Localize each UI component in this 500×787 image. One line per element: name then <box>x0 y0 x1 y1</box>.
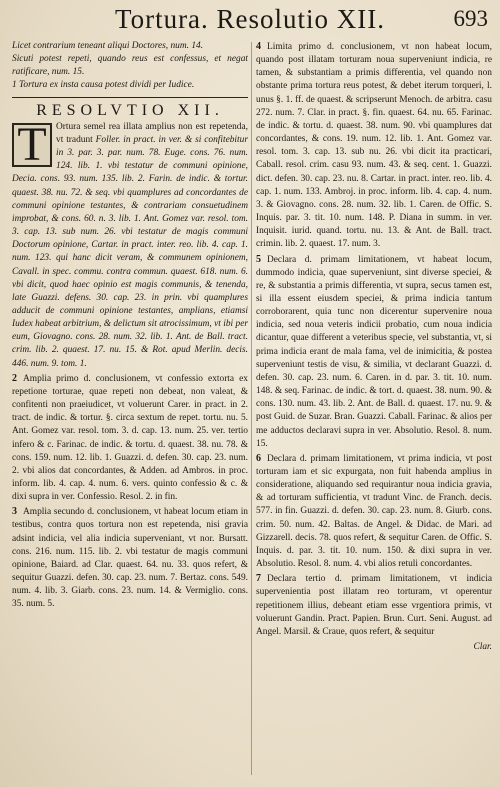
paragraph-number: 6 <box>256 452 261 464</box>
summary-line: Licet contrarium teneant aliqui Doctores, num. 14. <box>12 41 204 51</box>
left-column <box>12 40 248 779</box>
column-divider <box>251 42 252 775</box>
paragraph-number: 7 <box>256 573 261 585</box>
paragraph-4-body: Limita primo d. conclusionem, vt non habeat locum, quando post illatam torturam noua superveniunt indicia, re tamen, & substantiam a primis differentia, vel quando non obstante prima tortura reus potest, & debet iterum torqueri, l. unus §. 1. ff. de quaest. & scripserunt Menoch. de arbitra. casu 272. num. 7. Clar. in pract. §. fin. quaest. 64. nu. 65. Farinac. de indic. & tortu. d. quaest. 38. num. 90. vbi quamplures dat concordantes, & cons. 19. num. 12. lib. 1. Ant. Gomez var. resol. tom. 3. cap. 13. sub nu. 26. vbi dicit ita practicari, Caball. resol. crim. casu 93. num. 43. & seq. cent. 1. Guazzi. dict. defen. 30. cap. 23. nu. 8. Cartar. in pract. inter. reo. lib. 4. cap. 1. num. 133. Ambroj. in proc. inform. lib. 4. cap. 4. num. 3. & Giovagno. cons. 28. num. 32. lib. 1. Caren. de Offic. S. Inquis. par. 3. tit. 10. num. 148. P. Diana in summ. in ver. Inquisit. iurid. quand. tortu. nu. 13. & Ant. de Ball. tract. crimin. lib. 2. quaest. 17. num. 3. <box>256 42 492 250</box>
paragraph-6 <box>256 452 492 571</box>
paragraph-3-body: Amplia secundo d. conclusionem, vt habeat locum etiam in testibus, contra quos tortura non est repetenda, nisi gravia adsint indicia, vel alia indicia superveniant, vt nor. Bursatt. cons. 216. num. 115. lib. 2. vbi testatur de magis communi opinione, Baiard. ad Clar. quaest. 64. nu. 33. quos refert, & sequitur Guazzi. defen. 30. cap. 23. num. 7. Bertaz. cons. 549. num. 4. lib. 3. Giarb. cons. 23. num. 14. & Vermiglio. cons. 35. num. 5. <box>12 507 248 610</box>
paragraph-4 <box>256 40 492 252</box>
summary-line: 1 Tortura ex insta causa potest dividi per Iudice. <box>12 80 195 91</box>
running-title: Tortura. Resolutio XII. <box>114 4 386 34</box>
paragraph-number: 3 <box>12 506 17 518</box>
paragraph-3 <box>12 505 248 611</box>
paragraph-5 <box>256 253 492 451</box>
paragraph-2-body: Amplia primo d. conclusionem, vt confessio extorta ex repetione torturae, quae repeti non debeat, non valeat, & confitenti non praeiudicet, vt voluerunt Carer. in pract. in 2. tract. de indic. & tortur. §. circa sextum de repet. tortu. nu. 5. Ant. Gomez var. resol. tom. 3. d. cap. 13. num. 25. ver. tertio infero & c. Farinac. de indic. & tortu. d. quaest. 38. nu. 78. & cons. 159. num. 12. lib. 1. Guazzi. d. defen. 30. cap. 23. num. 2. vbi alios dat concordantes, & Adden. ad Ambros. in proc. inform. lib. 4. cap. 4. num. 6. vers. quinto confessio & c. & dixi supra in ver. Confessio. Resol. 2. in fin. <box>12 373 248 503</box>
paragraph-number: 4 <box>256 41 261 52</box>
page-number: 693 <box>453 6 488 31</box>
paragraph-7 <box>256 572 492 639</box>
paragraph-1 <box>12 117 248 371</box>
paragraph-1-head: Ortura semel rea illata amplius non est repetenda, vt tradunt <box>56 121 248 145</box>
summary-divider <box>12 97 248 98</box>
paragraph-7-body: Declara tertio d. primam limitationem, vt indicia supervenientia post illatam reo torturam, vt operentur repetitionem illius, debeant etiam esse vrgentiora primis, vt voluerunt Gandin. Pract. Papien. Brun. Curt. Seni. August. ad Angel. Marsil. & Craue, quos refert, & sequitur <box>256 574 492 637</box>
paragraph-6-body: Declara d. primam limitationem, vt prima indicia, vt post torturam iam et sic expurgata, non fuit habenda amplius in consideratione, aliquando sed requirantur noua indicia gravia, & ad torturam sufficientia, vt tradunt Vinc. de Franch. decis. 577. in fin. Guazzi. d. defen. 30. cap. 23. num. 8. Giurb. cons. crim. 50. num. 42. Baltas. de Angel. & Didac. de Mari. ad Gizzarell. decis. 78. quos refert, & sequitur Caren. de Offic. S. Inquis. d. par. 3. tit. 10. num. 150. & dixi supra in ver. Absolutio. Resol. 8. num. 4. vbi alios retuli concordantes. <box>256 453 492 570</box>
dropcap-letter: T <box>12 123 52 167</box>
paragraph-2 <box>12 372 248 505</box>
paragraph-number: 5 <box>256 253 261 265</box>
paragraph-1-body: Foller. in pract. in ver. & si confitebitur in 3. par. 3. par. num. 78. Euge. cons. 76. num. 124. lib. 1. vbi testatur de communi opinione, Decia. cons. 93. num. 135. lib. 2. Farin. de indic. & tortur. quaest. 38. nu. 72. & seq. vbi quamplures ad concordantes de communi opinione testantes, & contrariam consuetudinem improbat, & cons. 60. n. 3. lib. 1. Ant. Gomez var. resol. tom. 3. cap. 13. sub num. 26. vbi testatur de magis communi Doctorum opinione, Cartar. in pract. inter. reo. lib. 4. cap. 1. num. 123. qui hanc dicit veram, & communem opinionem, Cavall. in spec. commu. contra commun. quaest. 618. num. 6. vbi dicit, quod haec opinio est magis communis, & tenenda, late Guazzi. defens. 30. cap. 23. in prin. vbi quamplures adducit de communi opinione testantes, amplians, etiamsi Iudex habeat arbitrium, & delictum sit atrocissimum, vt ibi per eum, Giovagno. cons. 28. num. 32. lib. 1. Ant. de Ball. tract. crim. lib. 2. quaest. 17. nu. 15. & Rot. apud Merlin. decis. 446. num. 9. tom. 1. <box>12 134 248 369</box>
paragraph-number: 2 <box>12 372 17 384</box>
paragraph-5-body: Declara d. primam limitationem, vt habeat locum, dummodo indicia, quae superveniunt, sint diverse speciei, & re, & substantia a primis differentia, vt supra, secus tamen est, si illa essent eiusdem speciei, & prima indicia tantum corroborarent, quia tunc non dicerentur supervenire noua indicia, sed noua veteris indicii probatio, cum noua indicia dicantur, quae different a veteribus specie, vel substantia, vt, si prima indicia erant de mala fama, vel de inimicitia, & postea superveniunt testis de visu, & similia, vt declarant Guazzi. d. defen. 30. cap. 23. num. 6. Caren. in d. par. 3. tit. 10. num. 148. & seq. Farinac. de indic. & tort. d. quaest. 38. num. 90. & cons. 130. num. 43. lib. 2. Ant. de Ball. d. quaest. 17. nu. 9. & post Guid. de Suzar. Bran. Guazzi. Caball. Farinac. & alios per me adductos declaravi supra in ver. Absolutio. Resol. 8. num. 15. <box>256 254 492 449</box>
section-title: RESOLVTIO XII. <box>36 101 224 119</box>
page-header <box>0 4 500 38</box>
right-column <box>256 40 492 779</box>
catchword: Clar. <box>473 642 492 653</box>
summary-line: Sicuti potest repeti, quando reus est confessus, et negat ratificare, num. 15. <box>12 54 248 78</box>
